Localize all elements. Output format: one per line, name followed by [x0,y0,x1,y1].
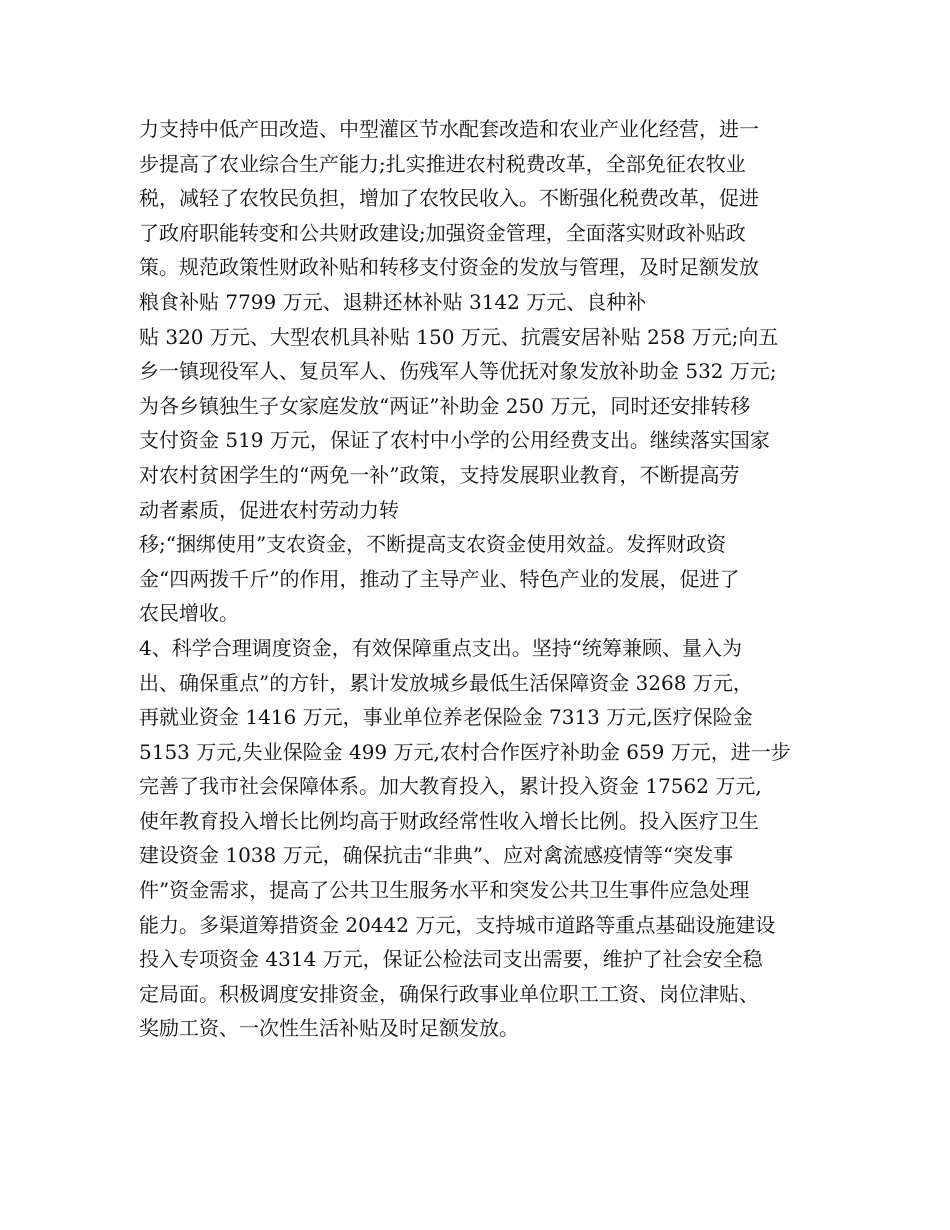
text-line: 乡一镇现役军人、复员军人、伤残军人等优抚对象发放补助金 532 万元; [139,359,777,384]
text-line: 对农村贫困学生的“两免一补”政策，支持发展职业教育，不断提高劳 [139,462,740,487]
text-line: 定局面。积极调度安排资金，确保行政事业单位职工工资、岗位津贴、 [139,981,759,1006]
text-line: 粮食补贴 7799 万元、退耕还林补贴 3142 万元、良种补 [139,289,647,314]
text-line: 税，减轻了农牧民负担，增加了农牧民收入。不断强化税费改革，促进 [139,186,759,211]
text-line: 投入专项资金 4314 万元，保证公检法司支出需要，维护了社会安全稳 [139,947,763,972]
text-line: 件”资金需求，提高了公共卫生服务水平和突发公共卫生事件应急处理 [139,878,750,903]
body-text [139,112,839,1046]
text-line: 建设资金 1038 万元，确保抗击“非典”、应对禽流感疫情等“突发事 [139,843,734,868]
text-line: 策。规范政策性财政补贴和转移支付资金的发放与管理，及时足额发放 [139,255,759,280]
text-line: 动者素质，促进农村劳动力转 [139,497,399,522]
text-line: 再就业资金 1416 万元，事业单位养老保险金 7313 万元,医疗保险金 [139,705,753,730]
text-line: 完善了我市社会保障体系。加大教育投入，累计投入资金 17562 万元, [139,774,762,799]
text-line: 5153 万元,失业保险金 499 万元,农村合作医疗补助金 659 万元，进一步 [139,739,791,764]
text-line: 移;“捆绑使用”支农资金，不断提高支农资金使用效益。发挥财政资 [139,532,727,557]
text-line: 使年教育投入增长比例均高于财政经常性收入增长比例。投入医疗卫生 [139,808,759,833]
text-line: 能力。多渠道筹措资金 20442 万元，支持城市道路等重点基础设施建设 [139,912,776,937]
text-line: 奖励工资、一次性生活补贴及时足额发放。 [139,1016,519,1041]
text-line: 为各乡镇独生子女家庭发放“两证”补助金 250 万元，同时还安排转移 [139,393,751,418]
text-line: 金“四两拨千斤”的作用，推动了主导产业、特色产业的发展，促进了 [139,566,740,591]
text-line: 支付资金 519 万元，保证了农村中小学的公用经费支出。继续落实国家 [139,428,770,453]
text-line: 4、科学合理调度资金，有效保障重点支出。坚持“统筹兼顾、量入为 [139,635,742,660]
text-line: 农民增收。 [139,601,239,626]
text-line: 步提高了农业综合生产能力;扎实推进农村税费改革，全部免征农牧业 [139,151,746,176]
text-line: 力支持中低产田改造、中型灌区节水配套改造和农业产业化经营，进一 [139,117,759,141]
text-line: 出、确保重点”的方针，累计发放城乡最低生活保障资金 3268 万元， [139,670,753,695]
text-line: 贴 320 万元、大型农机具补贴 150 万元、抗震安居补贴 258 万元;向五 [139,324,779,349]
text-line: 了政府职能转变和公共财政建设;加强资金管理，全面落实财政补贴政 [139,220,746,245]
